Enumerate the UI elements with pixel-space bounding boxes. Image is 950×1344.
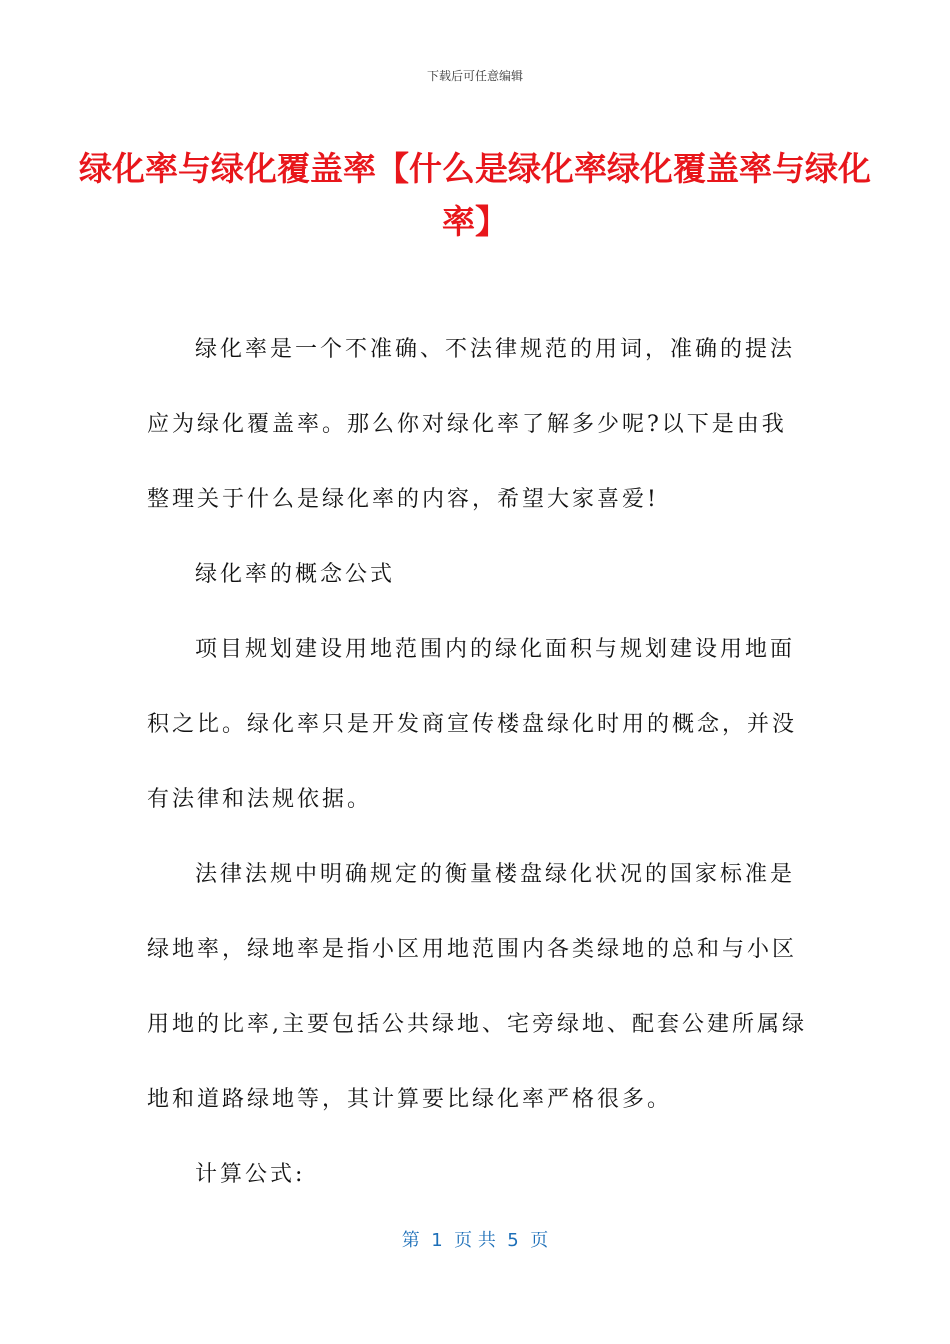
header-note: 下载后可任意编辑 <box>426 69 523 83</box>
document-title: 绿化率与绿化覆盖率【什么是绿化率绿化覆盖率与绿化率】 <box>79 149 871 241</box>
paragraph-formula-label: 计算公式: <box>195 1162 306 1187</box>
document-body <box>147 312 807 1212</box>
paragraph-standard: 法律法规中明确规定的衡量楼盘绿化状况的国家标准是绿地率，绿地率是指小区用地范围内各类绿地的总和与小区用地的比率,主要包括公共绿地、宅旁绿地、配套公建所属绿地和道路绿地等，其计算要比绿化率严格很多。 <box>147 862 807 1112</box>
page-footer: 第 1 页 共 5 页 <box>401 1230 549 1251</box>
paragraph-intro: 绿化率是一个不准确、不法律规范的用词，准确的提法应为绿化覆盖率。那么你对绿化率了解多少呢?以下是由我整理关于什么是绿化率的内容，希望大家喜爱! <box>147 337 796 512</box>
paragraph-definition: 项目规划建设用地范围内的绿化面积与规划建设用地面积之比。绿化率只是开发商宣传楼盘绿化时用的概念，并没有法律和法规依据。 <box>147 637 798 812</box>
paragraph-heading-concept: 绿化率的概念公式 <box>195 562 396 587</box>
